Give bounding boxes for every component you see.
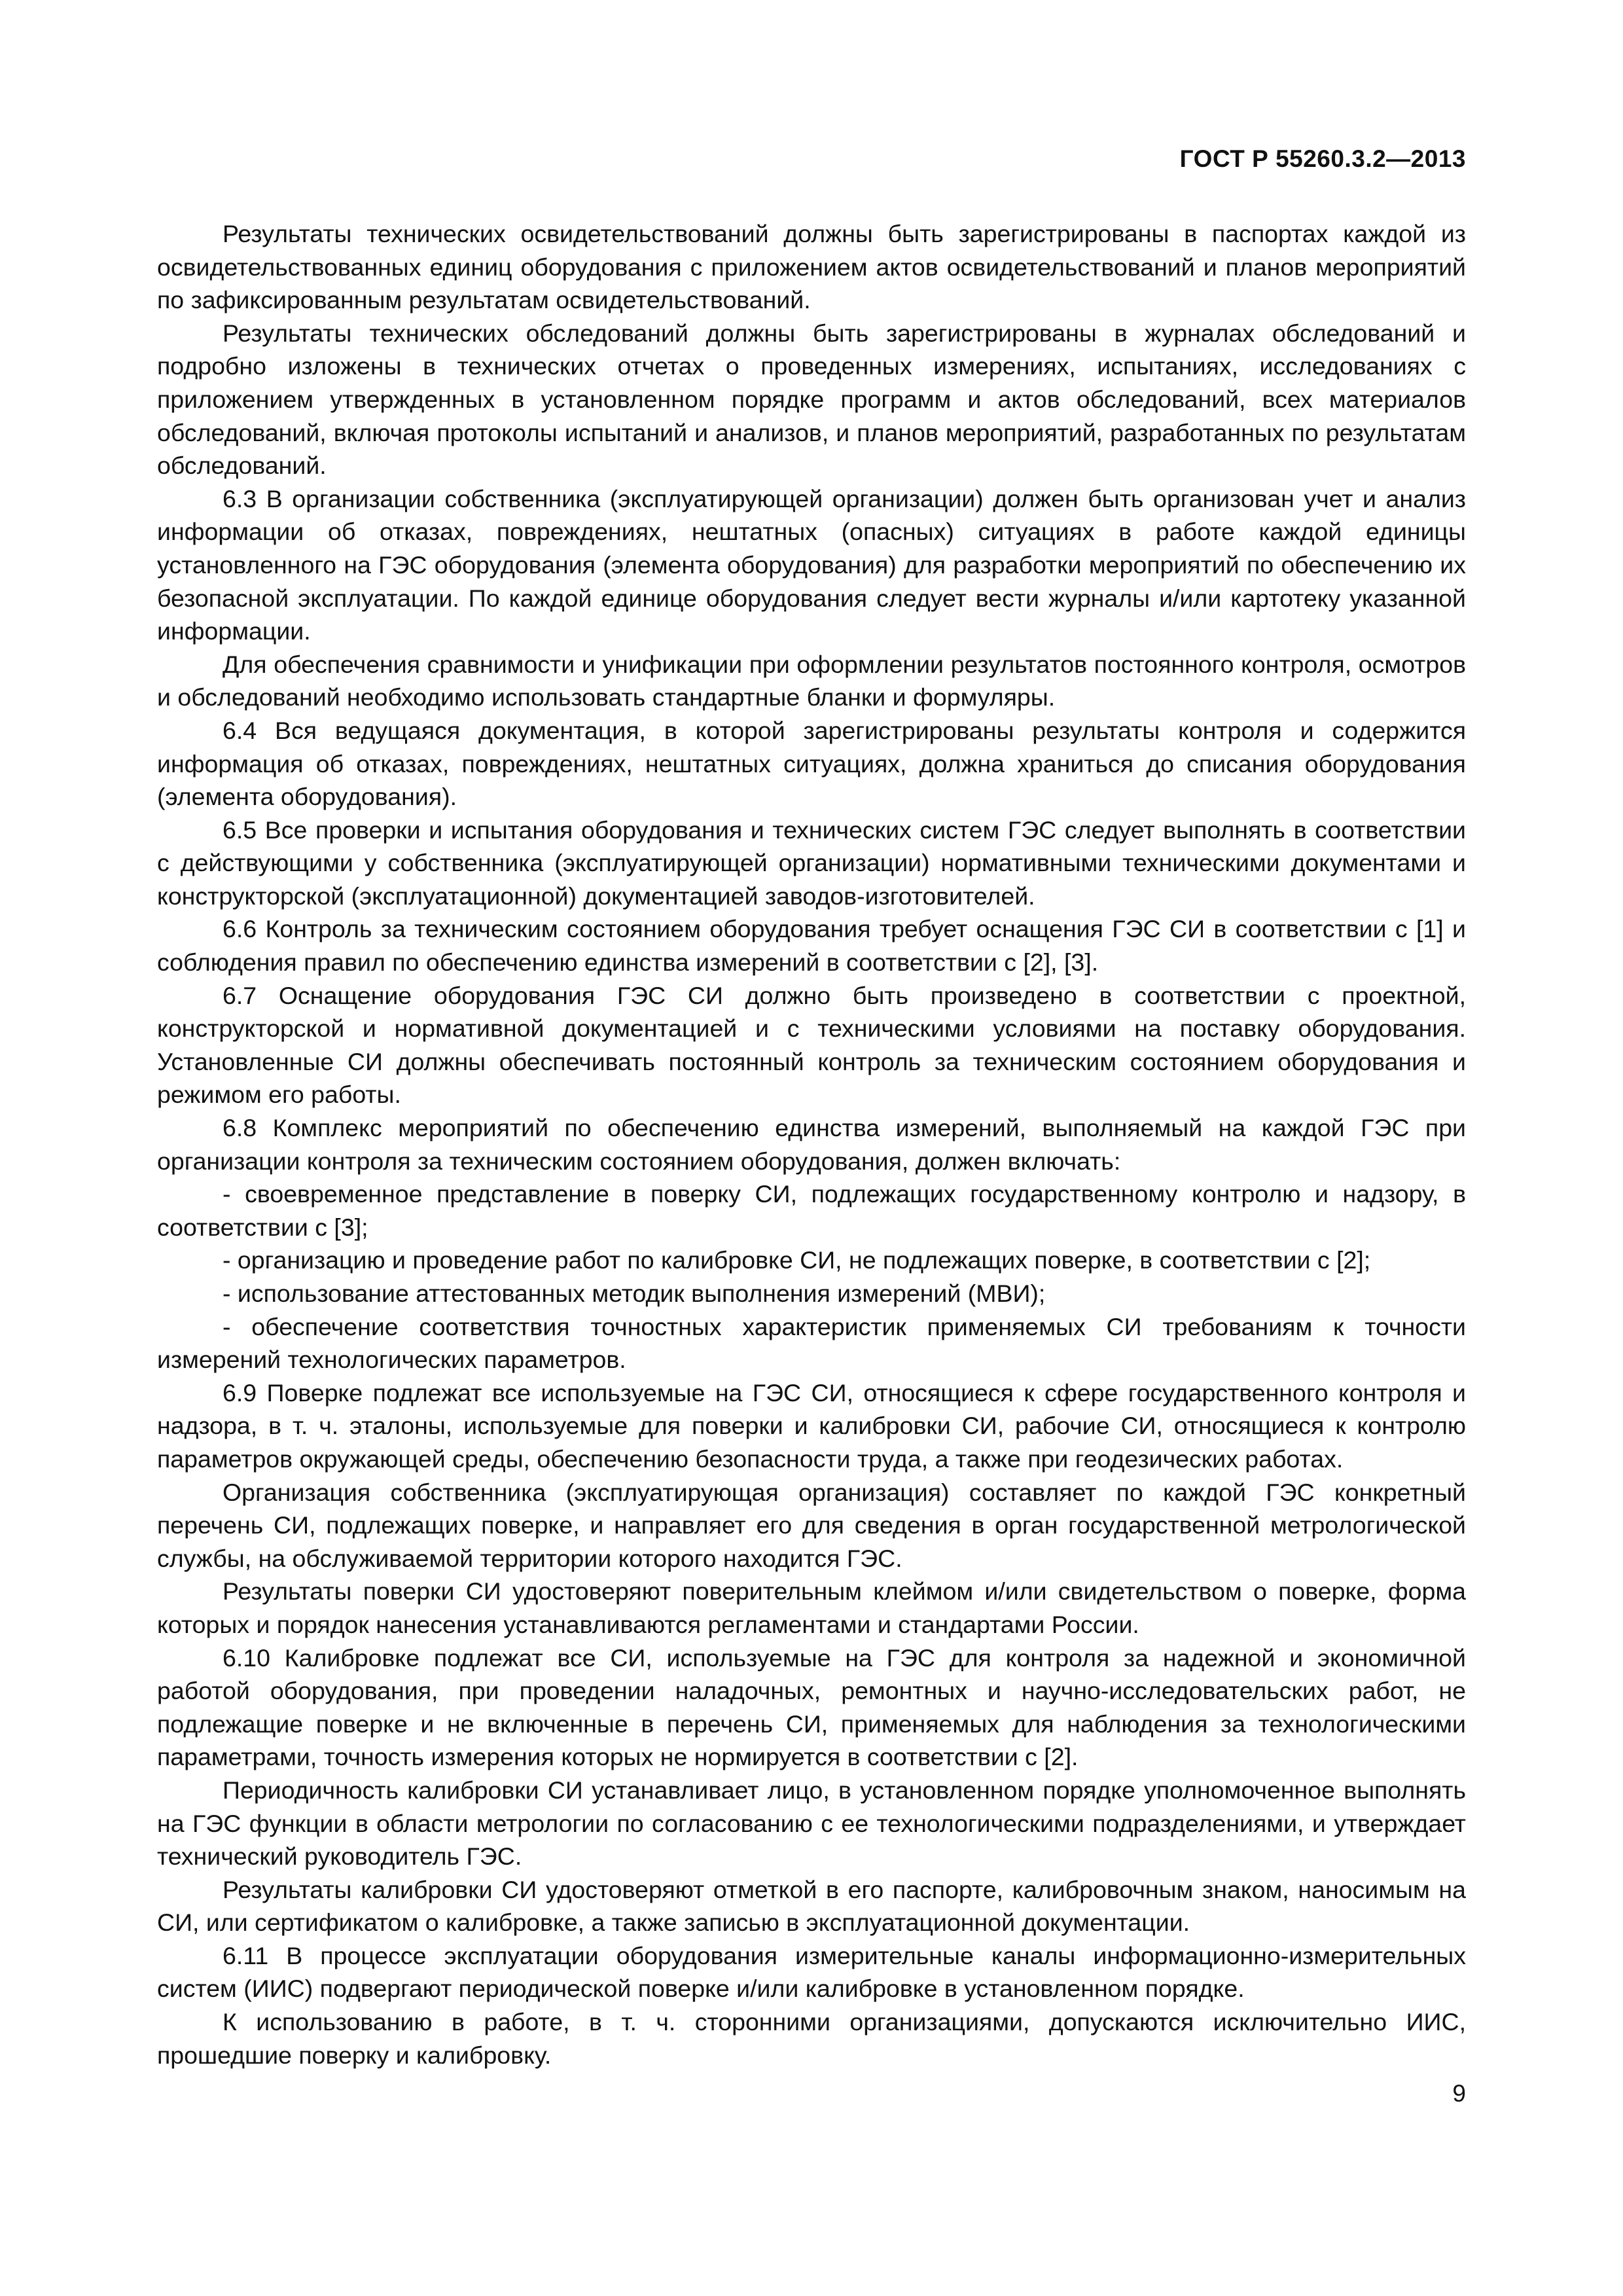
paragraph: Результаты поверки СИ удостоверяют поверительным клеймом и/или свидетельством о поверке, форма которых и порядок нанесения устанавливаются регламентами и стандартами России. (157, 1577, 1466, 1638)
list-item: - использование аттестованных методик выполнения измерений (МВИ); (223, 1280, 1046, 1307)
paragraph-clause-6-8: 6.8 Комплекс мероприятий по обеспечению единства измерений, выполняемый на каждой ГЭС при организации контроля за техническим состоянием оборудования, должен включать: (157, 1114, 1466, 1175)
paragraph-clause-6-10: 6.10 Калибровке подлежат все СИ, используемые на ГЭС для контроля за надежной и экономичной работой оборудования, при проведении наладочных, ремонтных и научно-исследовательских работ, не подлежащие поверке и не включенные в перечень СИ, применяемых для наблюдения за технологическими параметрами, точность измерения которых не нормируется в соответствии с [2]. (157, 1643, 1466, 1771)
paragraph: Результаты калибровки СИ удостоверяют отметкой в его паспорте, калибровочным знаком, наносимым на СИ, или сертификатом о калибровке, а также записью в эксплуатационной документации. (157, 1875, 1466, 1937)
paragraph-clause-6-4: 6.4 Вся ведущаяся документация, в которой зарегистрированы результаты контроля и содержится информация об отказах, повреждениях, нештатных ситуациях, должна храниться до списания оборудования (элемента оборудования). (157, 716, 1466, 811)
paragraph-clause-6-9: 6.9 Поверке подлежат все используемые на ГЭС СИ, относящиеся к сфере государственного контроля и надзора, в т. ч. эталоны, используемые для поверки и калибровки СИ, рабочие СИ, относящиеся к контролю параметров окружающей среды, обеспечению безопасности труда, а также при геодезических работах. (157, 1378, 1466, 1473)
paragraph-clause-6-11: 6.11 В процессе эксплуатации оборудования измерительные каналы информационно-измерительных систем (ИИС) подвергают периодической поверке и/или калибровке в установленном порядке. (157, 1941, 1466, 2003)
list-item: - своевременное представление в поверку СИ, подлежащих государственному контролю и надзору, в соответствии с [3]; (157, 1180, 1466, 1241)
paragraph-clause-6-5: 6.5 Все проверки и испытания оборудования и технических систем ГЭС следует выполнять в соответствии с действующими у собственника (эксплуатирующей организации) нормативными техническими документами и конструкторской (эксплуатационной) документацией заводов-изготовителей. (157, 816, 1466, 910)
paragraph-clause-6-7: 6.7 Оснащение оборудования ГЭС СИ должно быть произведено в соответствии с проектной, конструкторской и нормативной документацией и с техническими условиями на поставку оборудования. Установленные СИ должны обеспечивать постоянный контроль за техническим состоянием оборудования и режимом его работы. (157, 981, 1466, 1109)
paragraph: Для обеспечения сравнимости и унификации при оформлении результатов постоянного контроля, осмотров и обследований необходимо использовать стандартные бланки и формуляры. (157, 650, 1466, 711)
paragraph: К использованию в работе, в т. ч. сторонними организациями, допускаются исключительно ИИС, прошедшие поверку и калибровку. (157, 2008, 1466, 2069)
paragraph: Периодичность калибровки СИ устанавливает лицо, в установленном порядке уполномоченное выполнять на ГЭС функции в области метрологии по согласованию с ее технологическими подразделениями, и утверждает технический руководитель ГЭС. (157, 1776, 1466, 1871)
paragraph-clause-6-6: 6.6 Контроль за техническим состоянием оборудования требует оснащения ГЭС СИ в соответствии с [1] и соблюдения правил по обеспечению единства измерений в соответствии с [2], [3]. (157, 915, 1466, 977)
page-number: 9 (1452, 2080, 1466, 2107)
document-code-header: ГОСТ Р 55260.3.2—2013 (1179, 145, 1466, 172)
paragraph: Результаты технических обследований должны быть зарегистрированы в журналах обследований и подробно изложены в технических отчетах о проведенных измерениях, испытаниях, исследованиях с приложением утвержденных в установленном порядке программ и актов обследований, всех материалов обследований, включая протоколы испытаний и анализов, и планов мероприятий, разработанных по результатам обследований. (157, 319, 1466, 480)
paragraph: Результаты технических освидетельствований должны быть зарегистрированы в паспортах каждой из освидетельствованных единиц оборудования с приложением актов освидетельствований и планов мероприятий по зафиксированным результатам освидетельствований. (157, 220, 1466, 314)
list-item: - организацию и проведение работ по калибровке СИ, не подлежащих поверке, в соответствии с [2]; (223, 1246, 1371, 1274)
paragraph: Организация собственника (эксплуатирующая организация) составляет по каждой ГЭС конкретный перечень СИ, подлежащих поверке, и направляет его для сведения в орган государственной метрологической службы, на обслуживаемой территории которого находится ГЭС. (157, 1478, 1466, 1572)
paragraph-clause-6-3: 6.3 В организации собственника (эксплуатирующей организации) должен быть организован учет и анализ информации об отказах, повреждениях, нештатных (опасных) ситуациях в работе каждой единицы установленного на ГЭС оборудования (элемента оборудования) для разработки мероприятий по обеспечению их безопасной эксплуатации. По каждой единице оборудования следует вести журналы и/или картотеку указанной информации. (157, 484, 1466, 645)
list-item: - обеспечение соответствия точностных характеристик применяемых СИ требованиям к точности измерений технологических параметров. (157, 1312, 1466, 1374)
document-body (157, 217, 1466, 2072)
